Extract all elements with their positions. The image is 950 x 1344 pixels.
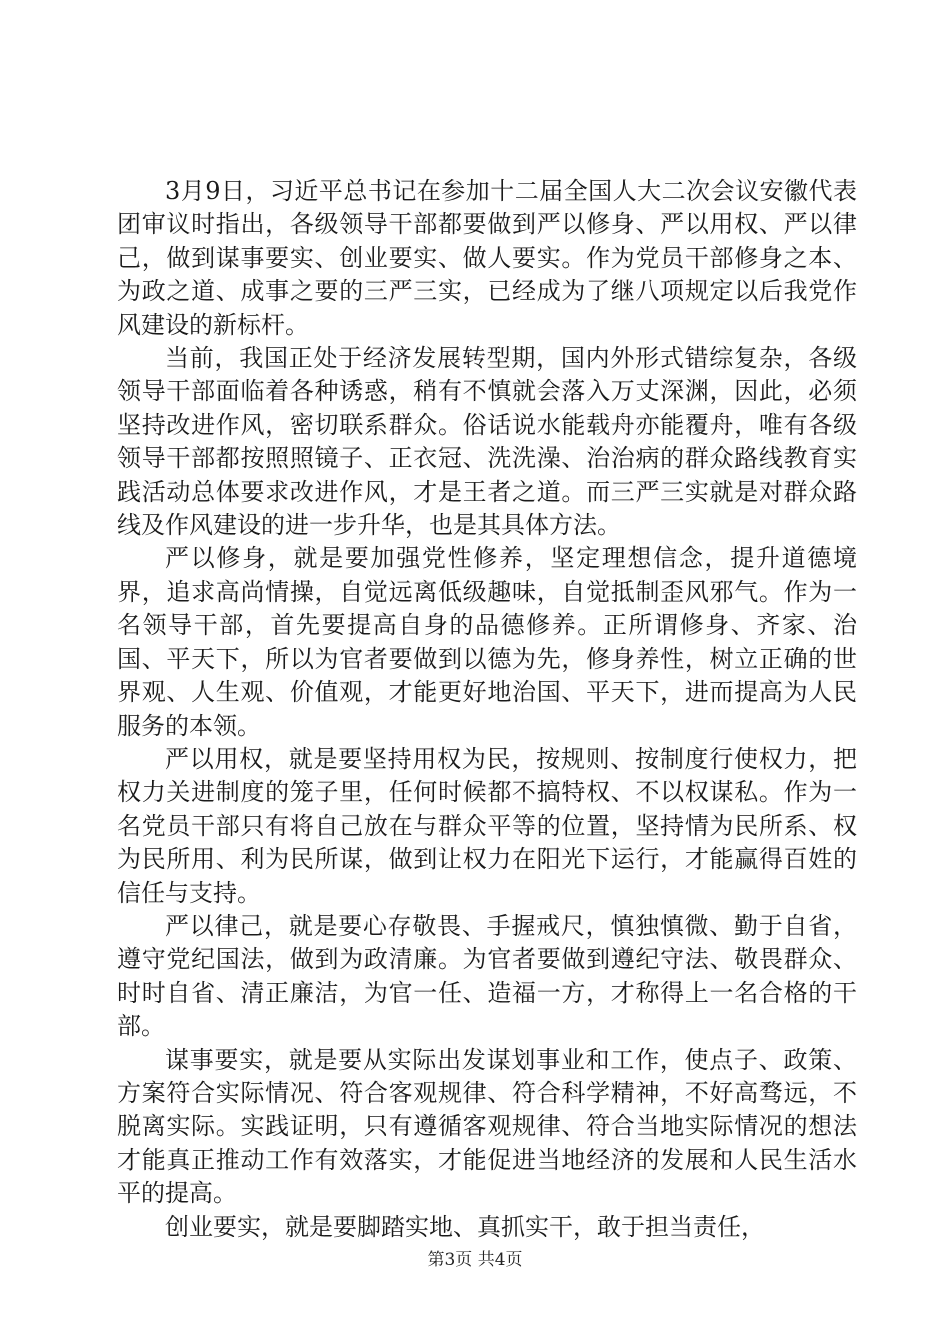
paragraph-4: 严以用权，就是要坚持用权为民，按规则、按制度行使权力，把权力关进制度的笼子里，任何时候都不搞特权、不以权谋私。作为一名党员干部只有将自己放在与群众平等的位置，坚持情为民所系、权为民所用、利为民所谋，做到让权力在阳光下运行，才能赢得百姓的信任与支持。 bbox=[117, 744, 857, 907]
document-body bbox=[117, 175, 857, 1244]
paragraph-7: 创业要实，就是要脚踏实地、真抓实干，敢于担当责任， bbox=[165, 1212, 765, 1241]
paragraph-6: 谋事要实，就是要从实际出发谋划事业和工作，使点子、政策、方案符合实际情况、符合客观规律、符合科学精神，不好高骛远，不脱离实际。实践证明，只有遵循客观规律、符合当地实际情况的想法才能真正推动工作有效落实，才能促进当地经济的发展和人民生活水平的提高。 bbox=[117, 1045, 857, 1208]
paragraph-2: 当前，我国正处于经济发展转型期，国内外形式错综复杂，各级领导干部面临着各种诱惑，稍有不慎就会落入万丈深渊，因此，必须坚持改进作风，密切联系群众。俗话说水能载舟亦能覆舟，唯有各级领导干部都按照照镜子、正衣冠、洗洗澡、治治病的群众路线教育实践活动总体要求改进作风，才是王者之道。而三严三实就是对群众路线及作风建设的进一步升华，也是其具体方法。 bbox=[117, 344, 857, 540]
paragraph-3: 严以修身，就是要加强党性修养，坚定理想信念，提升道德境界，追求高尚情操，自觉远离低级趣味，自觉抵制歪风邪气。作为一名领导干部，首先要提高自身的品德修养。正所谓修身、齐家、治国、平天下，所以为官者要做到以德为先，修身养性，树立正确的世界观、人生观、价值观，才能更好地治国、平天下，进而提高为人民服务的本领。 bbox=[117, 544, 857, 740]
page-number-footer: 第3页 共4页 bbox=[427, 1250, 523, 1270]
paragraph-5: 严以律己，就是要心存敬畏、手握戒尺，慎独慎微、勤于自省，遵守党纪国法，做到为政清廉。为官者要做到遵纪守法、敬畏群众、时时自省、清正廉洁，为官一任、造福一方，才称得上一名合格的干部。 bbox=[117, 911, 857, 1041]
paragraph-1: 3月9日，习近平总书记在参加十二届全国人大二次会议安徽代表团审议时指出，各级领导干部都要做到严以修身、严以用权、严以律己，做到谋事要实、创业要实、做人要实。作为党员干部修身之本、为政之道、成事之要的三严三实，已经成为了继八项规定以后我党作风建设的新标杆。 bbox=[117, 177, 857, 339]
